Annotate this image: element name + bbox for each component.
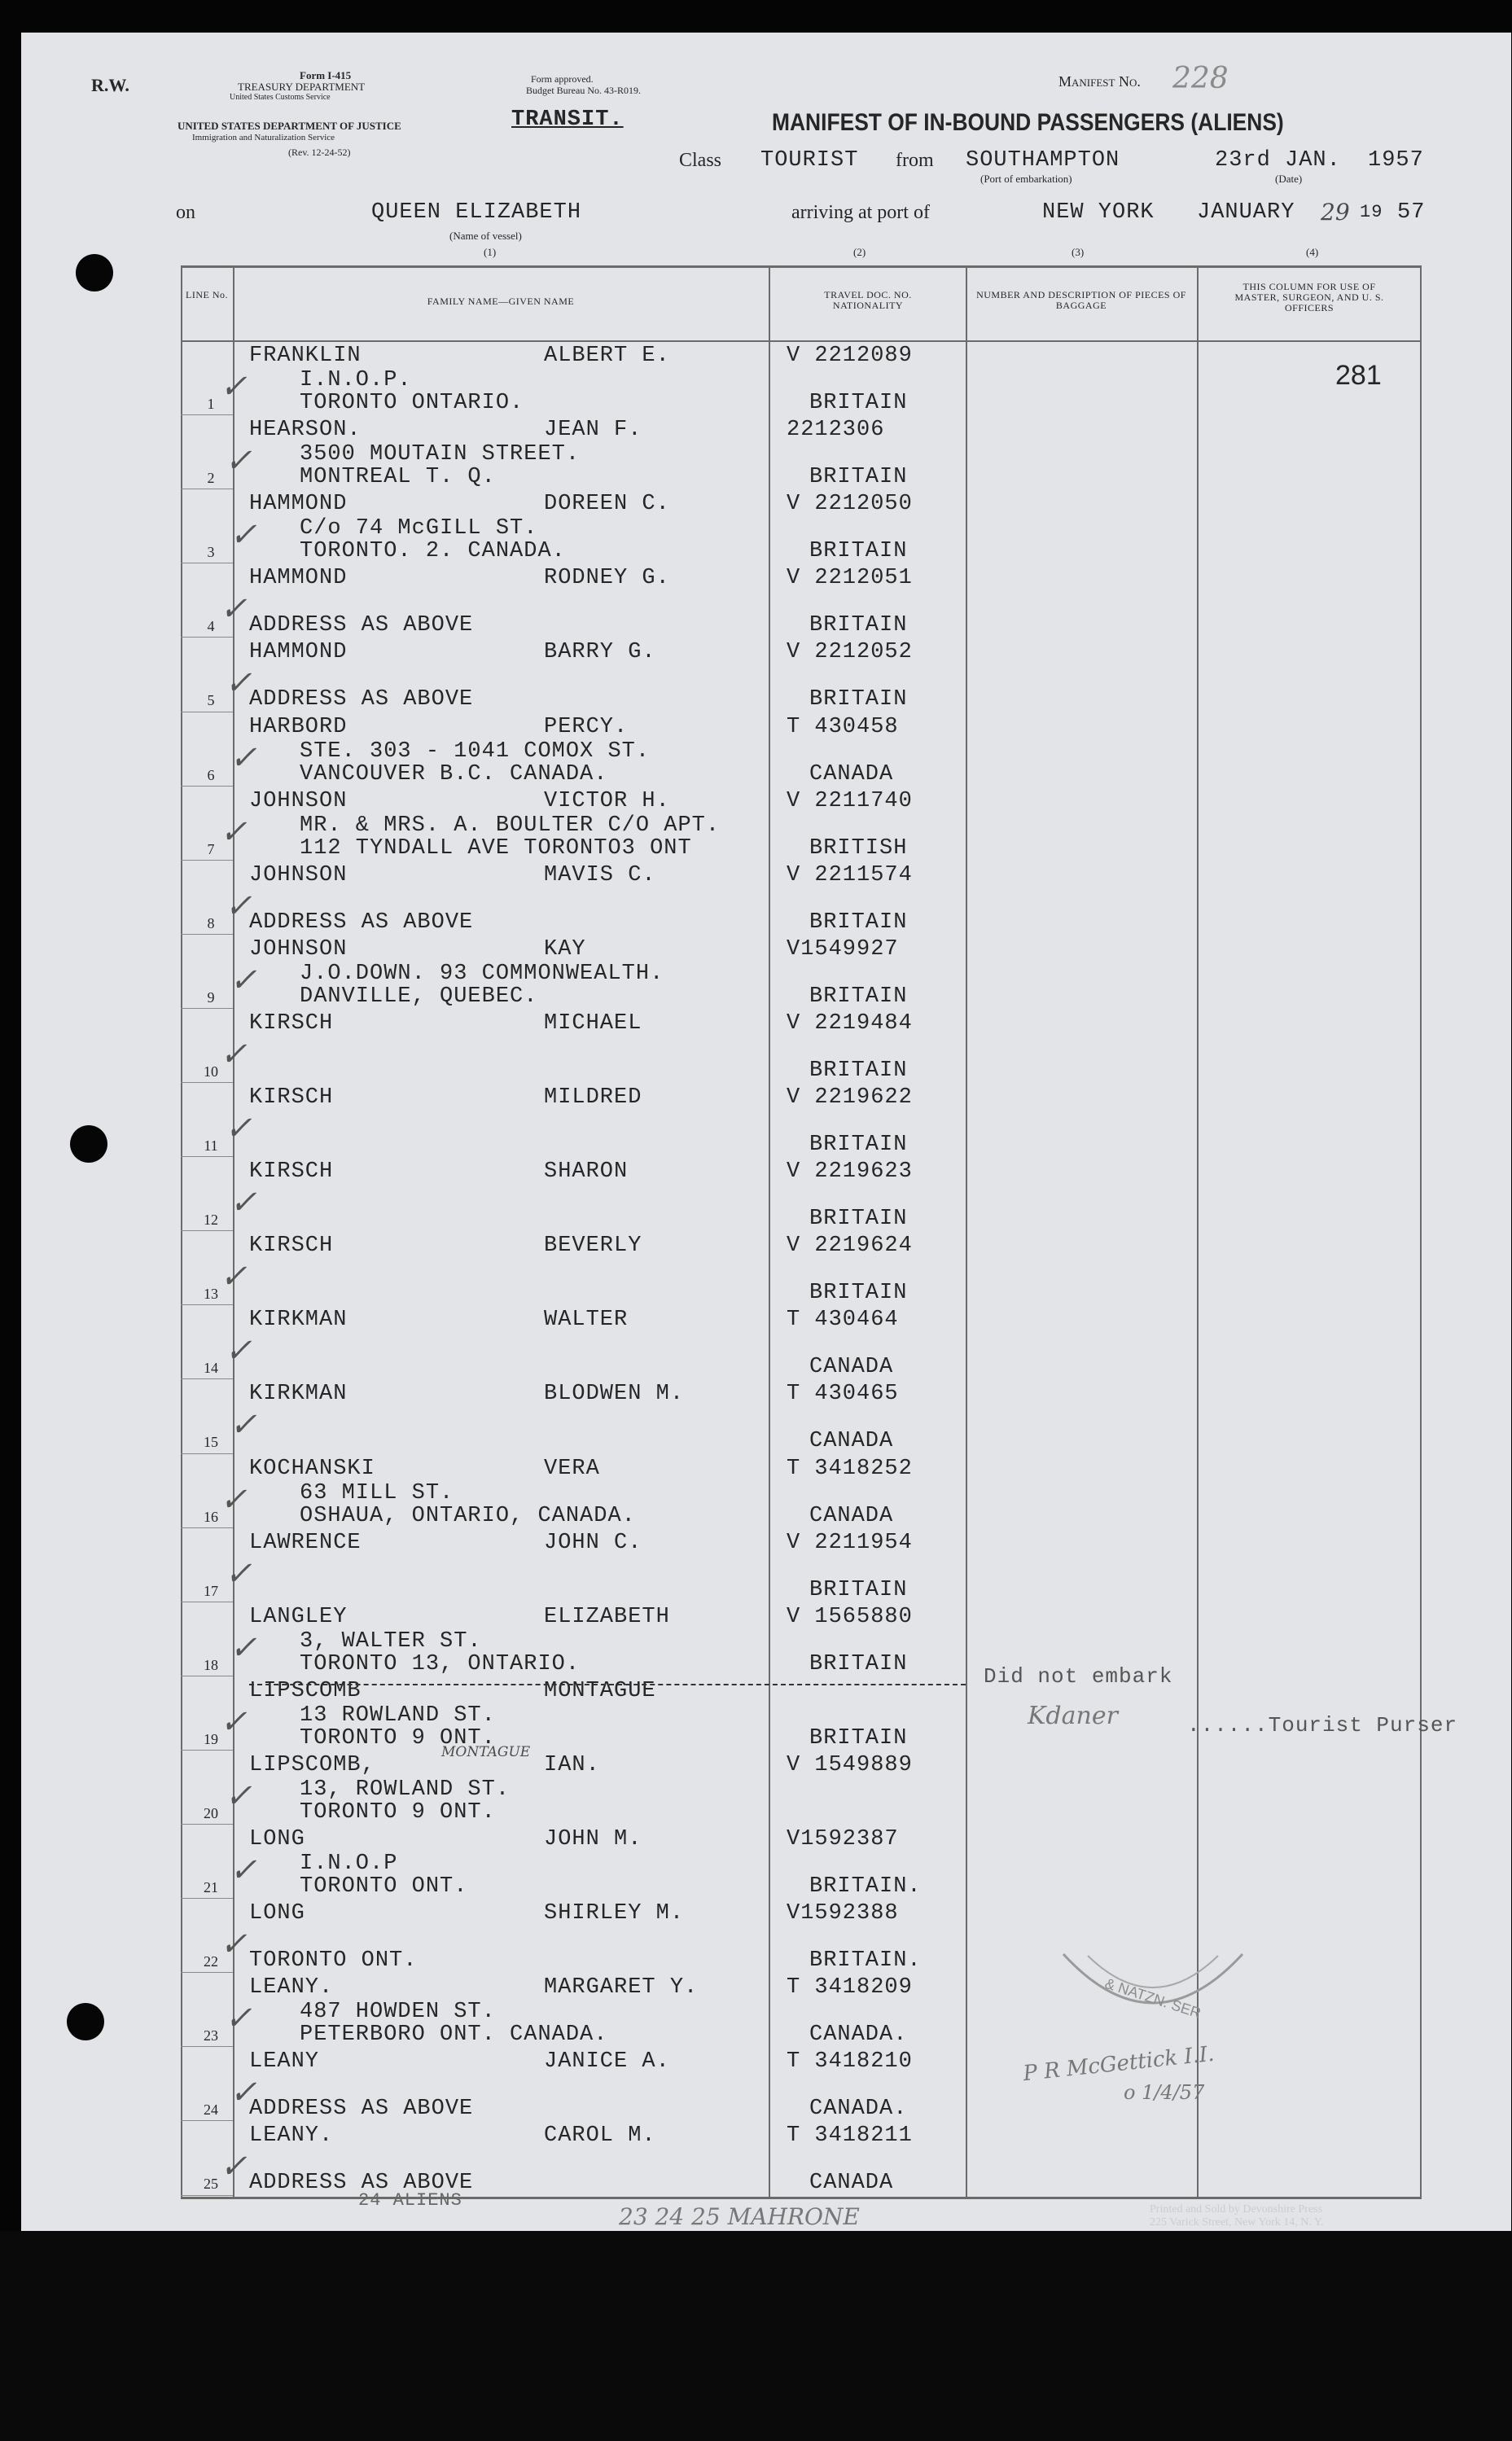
travel-doc: V 2219622 [787,1085,913,1110]
family-name: HAMMOND [249,492,348,517]
travel-doc: V 2219623 [787,1159,913,1185]
punch-hole-bottom [67,2003,104,2040]
address-line-2: ADDRESS AS ABOVE [249,2097,474,2122]
vessel-name: QUEEN ELIZABETH [371,200,582,225]
nationality: CANADA. [809,2022,908,2048]
row-number: 5 [207,692,215,709]
did-not-embark-note: Did not embark [984,1664,1173,1689]
travel-doc: T 430465 [787,1382,899,1407]
family-name: JOHNSON [249,862,348,887]
port-embark-caption: (Port of embarkation) [980,173,1072,185]
address-line-2: TORONTO 9 ONT. [300,1725,496,1751]
nationality: BRITAIN [809,1207,908,1232]
row-divider [181,1304,233,1305]
address-line-1: C/o 74 McGILL ST. [300,516,538,541]
address-line-1: 13, ROWLAND ST. [300,1777,511,1802]
arrival-year: 57 [1397,200,1426,225]
header-baggage: NUMBER AND DESCRIPTION OF PIECES OF BAGGAGE [976,289,1186,311]
row-divider [181,786,233,787]
address-line-1: 3500 MOUTAIN STREET. [300,442,581,467]
nationality: BRITAIN [809,539,908,564]
col2-caption: (2) [853,246,866,258]
address-line-2: ADDRESS AS ABOVE [249,613,474,638]
embark-date: 23rd JAN. [1215,148,1341,173]
check-mark: ✓ [230,1628,257,1667]
family-name: LANGLEY [249,1604,348,1629]
nationality: CANADA [809,2171,894,2196]
nationality: BRITAIN [809,1725,908,1751]
table-top-rule [181,265,1422,268]
travel-doc: V 2212051 [787,566,913,591]
address-line-2: 112 TYNDALL AVE TORONTO3 ONT [300,835,692,861]
address-line-2: ADDRESS AS ABOVE [249,2171,474,2196]
check-mark: ✓ [220,1035,248,1073]
given-name: MICHAEL [544,1010,642,1036]
check-mark: ✓ [220,813,248,851]
check-mark: ✓ [230,1184,257,1222]
address-line-2: MONTREAL T. Q. [300,465,496,490]
address-line-1: 13 ROWLAND ST. [300,1703,496,1728]
given-name: JEAN F. [544,418,642,443]
from-label: from [896,150,934,171]
address-line-1: 63 MILL ST. [300,1480,454,1505]
budget-bureau: Budget Bureau No. 43-R019. [526,85,641,96]
travel-doc: T 3418211 [787,2123,913,2149]
family-name: LEANY. [249,1975,334,2001]
row-divider [181,1230,233,1231]
row-divider [181,1453,233,1454]
given-name: BLODWEN M. [544,1382,685,1407]
family-name: JOHNSON [249,936,348,962]
given-name: MARGARET Y. [544,1975,699,2001]
travel-doc: T 430458 [787,714,899,739]
given-name: WALTER [544,1308,629,1333]
row-divider [181,934,233,935]
row-number: 2 [207,470,215,487]
travel-doc: T 3418210 [787,2049,913,2075]
check-mark: ✓ [220,2148,248,2186]
address-line-2: TORONTO ONT. [249,1948,418,1974]
given-name: PERCY. [544,714,629,739]
given-name: BEVERLY [544,1234,642,1259]
address-line-1: J.O.DOWN. 93 COMMONWEALTH. [300,961,664,986]
bottom-handwriting: 23 24 25 MAHRONE [619,2203,860,2230]
form-number: Form I-415 [300,69,352,81]
check-mark: ✓ [230,1852,257,1889]
row-number: 23 [204,2027,218,2044]
family-name: LIPSCOMB [249,1678,362,1703]
row-divider [181,2120,233,2121]
nationality: BRITAIN [809,1058,908,1083]
row-number: 19 [204,1730,218,1747]
travel-doc: 2212306 [787,418,885,443]
row-divider [181,2195,233,2196]
address-line-2: TORONTO. 2. CANADA. [300,539,566,564]
nationality: CANADA [809,1429,894,1454]
family-name: KIRSCH [249,1010,334,1036]
check-mark: ✓ [220,368,248,405]
row-divider [181,1898,233,1899]
address-line-2: PETERBORO ONT. CANADA. [300,2022,608,2048]
family-name: LEANY [249,2049,320,2075]
travel-doc: T 3418209 [787,1975,913,2001]
justice-dept: UNITED STATES DEPARTMENT OF JUSTICE [177,120,401,132]
travel-doc: V 2211574 [787,862,913,887]
row-number: 3 [207,544,215,561]
family-name: KIRSCH [249,1159,334,1185]
travel-doc: V 1565880 [787,1604,913,1629]
arrival-date: JANUARY [1197,200,1295,225]
row-divider [181,1750,233,1751]
nationality: CANADA [809,761,894,787]
lipscomb-strike [249,1684,966,1685]
embark-year: 1957 [1368,148,1424,173]
address-line-2: VANCOUVER B.C. CANADA. [300,761,608,787]
family-name: KOCHANSKI [249,1456,375,1481]
check-mark: ✓ [225,1554,252,1593]
nationality: BRITAIN. [809,1948,922,1974]
customs-service: United States Customs Service [230,93,331,102]
nationality: BRITAIN [809,613,908,638]
nationality: BRITAIN [809,687,908,712]
family-name: FRANKLIN [249,344,362,368]
row-divider [181,1824,233,1825]
given-name: ALBERT E. [544,344,670,368]
check-mark: ✓ [220,1926,248,1964]
svg-text:& NATZN. SER: & NATZN. SER [1102,1974,1203,2022]
row-divider [181,1378,233,1379]
given-name: KAY [544,936,586,962]
address-line-2: DANVILLE, QUEBEC. [300,984,538,1009]
manifest-no-value: 228 [1172,62,1229,95]
col-line-travel [769,265,770,2198]
montague-insert: MONTAGUE [441,1744,531,1760]
travel-doc: V1592387 [787,1827,899,1852]
row-number: 17 [204,1582,218,1599]
row-divider [181,1082,233,1083]
travel-doc: V1549927 [787,936,899,962]
col4-caption: (4) [1306,246,1319,258]
address-line-2: TORONTO 13, ONTARIO. [300,1651,581,1676]
header-officers: THIS COLUMN FOR USE OF MASTER, SURGEON, AND U. S. OFFICERS [1234,281,1384,313]
check-mark: ✓ [225,2000,252,2038]
address-line-1: I.N.O.P. [300,368,412,392]
officer-signature-note: P R McGettick I.I. [1022,2041,1216,2087]
col3-caption: (3) [1072,246,1085,258]
row-number: 20 [204,1804,218,1821]
nationality: BRITAIN [809,1577,908,1602]
travel-doc: V 2212052 [787,640,913,665]
check-mark: ✓ [225,664,252,703]
family-name: HARBORD [249,714,348,739]
naturalization-stamp [1055,1938,1251,2036]
col-line-officers [1197,265,1199,2198]
date-caption: (Date) [1275,173,1303,185]
travel-doc: V 1549889 [787,1752,913,1777]
row-divider [181,1527,233,1528]
check-mark: ✓ [225,442,252,480]
row-number: 25 [204,2176,218,2193]
ins-service: Immigration and Naturalization Service [192,133,335,142]
family-name: LIPSCOMB, [249,1752,375,1777]
given-name: MONTAGUE [544,1678,656,1703]
row-divider [181,414,233,415]
family-name: KIRKMAN [249,1308,348,1333]
arrival-port: NEW YORK [1042,200,1155,225]
nationality: BRITISH [809,835,908,861]
row-number: 7 [207,840,215,857]
row-divider [181,637,233,638]
form-approved: Form approved. [531,73,594,85]
punch-hole-top [76,254,113,291]
address-line-2: TORONTO ONT. [300,1874,468,1899]
given-name: JOHN C. [544,1530,642,1555]
row-number: 8 [207,914,215,931]
family-name: LONG [249,1901,305,1926]
check-mark: ✓ [225,1777,252,1815]
row-number: 15 [204,1434,218,1451]
nationality: BRITAIN [809,984,908,1009]
row-number: 11 [204,1137,218,1154]
row-divider [181,860,233,861]
given-name: SHIRLEY M. [544,1901,685,1926]
family-name: LONG [249,1827,305,1852]
row-number: 4 [207,618,215,635]
nationality: BRITAIN. [809,1874,922,1899]
on-label: on [176,202,195,223]
header-name: FAMILY NAME—GIVEN NAME [427,296,575,307]
family-name: KIRSCH [249,1234,334,1259]
vessel-caption: (Name of vessel) [449,230,522,242]
travel-doc: V 2211954 [787,1530,913,1555]
row-number: 1 [207,396,215,412]
travel-doc: T 3418252 [787,1456,913,1481]
row-divider [181,1972,233,1973]
nationality: BRITAIN [809,1281,908,1306]
family-name: LEANY. [249,2123,334,2149]
row-divider [181,2046,233,2047]
check-mark: ✓ [220,1480,248,1519]
travel-doc: V 2212089 [787,344,913,368]
check-mark: ✓ [230,961,257,999]
col-line-right [1420,265,1422,2198]
officer-number: 281 [1335,360,1382,391]
punch-hole-middle [70,1125,107,1163]
transit-label: TRANSIT. [511,107,624,132]
corner-mark: R.W. [91,75,129,95]
family-name: JOHNSON [249,788,348,813]
given-name: DOREEN C. [544,492,670,517]
given-name: MAVIS C. [544,862,656,887]
given-name: CAROL M. [544,2123,656,2149]
check-mark: ✓ [230,738,257,777]
travel-doc: V 2219624 [787,1234,913,1259]
address-line-1: I.N.O.P [300,1852,398,1876]
row-divider [181,1156,233,1157]
family-name: HEARSON. [249,418,362,443]
given-name: BARRY G. [544,640,656,665]
row-number: 14 [204,1360,218,1377]
row-number: 16 [204,1508,218,1525]
printer-line-1: Printed and Sold by Devonshire Press [1150,2203,1322,2215]
purser-signature: Kdaner [1028,1702,1118,1730]
check-mark: ✓ [225,1110,252,1147]
scan-bottom-margin [0,2231,1512,2441]
officer-initials: o 1/4/57 [1124,2081,1205,2104]
row-number: 22 [204,1953,218,1970]
col-line-baggage [966,265,967,2198]
address-line-2: ADDRESS AS ABOVE [249,687,474,712]
given-name: MILDRED [544,1085,642,1110]
nationality: CANADA [809,1503,894,1528]
revision: (Rev. 12-24-52) [288,147,351,158]
family-name: KIRSCH [249,1085,334,1110]
purser-label: ......Tourist Purser [1187,1713,1458,1738]
given-name: IAN. [544,1752,600,1777]
travel-doc: V 2212050 [787,492,913,517]
check-mark: ✓ [230,516,257,554]
given-name: ELIZABETH [544,1604,670,1629]
nationality: BRITAIN [809,1133,908,1157]
header-line-no: LINE No. [186,289,228,300]
arrival-year-prefix: 19 [1360,202,1383,222]
check-mark: ✓ [220,1703,248,1741]
row-number: 24 [204,2101,218,2119]
row-number: 10 [204,1063,218,1080]
check-mark: ✓ [220,590,248,629]
given-name: JANICE A. [544,2049,670,2075]
total-aliens: 24 ALIENS [358,2190,462,2211]
address-line-1: STE. 303 - 1041 COMOX ST. [300,738,651,764]
nationality: CANADA [809,1355,894,1380]
nationality: BRITAIN [809,391,908,415]
address-line-2: OSHAUA, ONTARIO, CANADA. [300,1503,636,1528]
row-number: 9 [207,988,215,1006]
row-divider [181,1008,233,1009]
family-name: KIRKMAN [249,1382,348,1407]
from-value: SOUTHAMPTON [966,148,1120,173]
col-line-left [181,265,182,2198]
arriving-label: arriving at port of [791,202,930,223]
check-mark: ✓ [230,2074,257,2112]
given-name: VICTOR H. [544,788,670,813]
family-name: LAWRENCE [249,1530,362,1555]
family-name: HAMMOND [249,566,348,591]
header-bottom-rule [181,340,1422,342]
address-line-2: ADDRESS AS ABOVE [249,909,474,935]
row-number: 18 [204,1656,218,1673]
col-line-name [233,265,234,2198]
address-line-2: TORONTO 9 ONT. [300,1799,496,1825]
manifest-title: MANIFEST OF IN-BOUND PASSENGERS (ALIENS) [772,109,1284,136]
row-number: 12 [204,1212,218,1229]
check-mark: ✓ [225,1332,252,1370]
address-line-2: TORONTO ONTARIO. [300,391,524,415]
given-name: VERA [544,1456,600,1481]
given-name: JOHN M. [544,1827,642,1852]
check-mark: ✓ [220,1258,248,1296]
travel-doc: V 2219484 [787,1010,913,1036]
printer-line-2: 225 Varick Street, New York 14, N. Y. [1150,2216,1324,2228]
given-name: SHARON [544,1159,629,1185]
nationality: CANADA. [809,2097,908,2122]
nationality: BRITAIN [809,465,908,490]
row-number: 6 [207,766,215,783]
check-mark: ✓ [225,887,252,925]
given-name: RODNEY G. [544,566,670,591]
nationality: BRITAIN [809,1651,908,1676]
check-mark: ✓ [230,1406,257,1444]
address-line-1: 3, WALTER ST. [300,1628,482,1654]
row-number: 13 [204,1286,218,1303]
address-line-1: MR. & MRS. A. BOULTER C/O APT. [300,813,721,838]
travel-doc: V 2211740 [787,788,913,813]
nationality: BRITAIN [809,909,908,935]
row-number: 21 [204,1879,218,1895]
treasury-dept: TREASURY DEPARTMENT [238,81,366,93]
travel-doc: V1592388 [787,1901,899,1926]
header-travel: TRAVEL DOC. NO. NATIONALITY [824,289,912,311]
class-label: Class [679,150,722,171]
travel-doc: T 430464 [787,1308,899,1333]
col1-caption: (1) [484,246,497,258]
address-line-1: 487 HOWDEN ST. [300,2000,496,2025]
class-value: TOURIST [760,148,859,173]
manifest-no-label: Manifest No. [1058,73,1141,90]
arrival-day: 29 [1321,199,1350,226]
family-name: HAMMOND [249,640,348,665]
